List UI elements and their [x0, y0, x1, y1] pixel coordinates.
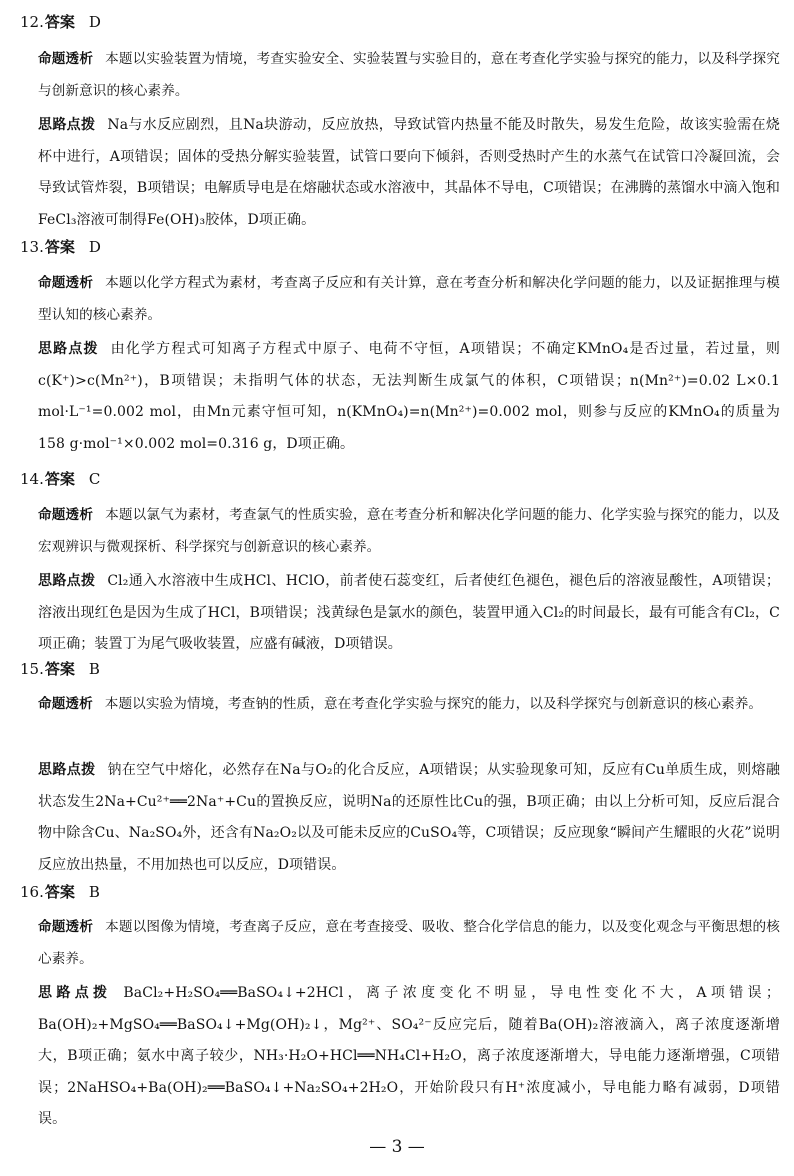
- hint-text: 钠在空气中熔化，必然存在Na与O₂的化合反应，A项错误；从实验现象可知，反应有Cu单质生成，则熔融状态发生2Na+Cu²⁺══2Na⁺+Cu的置换反应，说明Na的还原性比Cu的强，B项正确；由以上分析可知，反应后混合物中除含Cu、Na₂SO₄外，还含有Na₂O₂以及可能未反应的CuSO₄等，C项错误；反应现象“瞬间产生耀眼的火花”说明反应放出热量，不用加热也可以反应，D项错误。: [38, 762, 780, 873]
- intro-label: 命题透析: [38, 919, 94, 935]
- intro-paragraph: [38, 912, 780, 975]
- hint-label: 思路点拨: [38, 985, 112, 1001]
- hint-paragraph: [38, 334, 780, 460]
- hint-text: 由化学方程式可知离子方程式中原子、电荷不守恒，A项错误；不确定KMnO₄是否过量，若过量，则c(K⁺)>c(Mn²⁺)，B项错误；未指明气体的状态，无法判断生成氯气的体积，C项错误；n(Mn²⁺)=0.02 L×0.1 mol·L⁻¹=0.002 mol，由Mn元素守恒可知，n(KMnO₄)=n(Mn²⁺)=0.002 mol，则参与反应的KMnO₄的质量为158 g·mol⁻¹×0.002 mol=0.316 g，D项正确。: [38, 341, 780, 452]
- answer-value: C: [88, 470, 101, 488]
- hint-paragraph: [38, 978, 780, 1136]
- hint-paragraph: [38, 110, 780, 236]
- answer-label: 答案: [44, 238, 75, 256]
- intro-text: 本题以氯气为素材，考查氯气的性质实验，意在考查分析和解决化学问题的能力、化学实验与探究的能力，以及宏观辨识与微观探析、科学探究与创新意识的核心素养。: [38, 507, 780, 555]
- answer-label: 答案: [44, 13, 75, 31]
- question-number: 12.: [20, 13, 44, 31]
- answer-line: [20, 470, 100, 488]
- intro-paragraph: [38, 689, 780, 721]
- intro-text: 本题以实验为情境，考查钠的性质，意在考查化学实验与探究的能力，以及科学探究与创新意识的核心素养。: [104, 696, 763, 712]
- hint-label: 思路点拨: [38, 117, 96, 133]
- answer-label: 答案: [44, 470, 75, 488]
- answer-value: D: [88, 13, 101, 31]
- page-number: — 3 —: [369, 1137, 425, 1157]
- answer-line: [20, 883, 100, 901]
- hint-paragraph: [38, 755, 780, 881]
- intro-text: 本题以实验装置为情境，考查实验安全、实验装置与实验目的，意在考查化学实验与探究的能力，以及科学探究与创新意识的核心素养。: [38, 51, 780, 99]
- answer-value: B: [88, 660, 100, 678]
- answer-value: B: [88, 883, 100, 901]
- intro-label: 命题透析: [38, 507, 94, 523]
- intro-label: 命题透析: [38, 51, 94, 67]
- intro-paragraph: [38, 44, 780, 107]
- hint-label: 思路点拨: [38, 341, 99, 357]
- hint-label: 思路点拨: [38, 762, 96, 778]
- answer-line: [20, 13, 101, 31]
- hint-paragraph: [38, 566, 780, 661]
- hint-label: 思路点拨: [38, 573, 96, 589]
- hint-text: Na与水反应剧烈，且Na块游动，反应放热，导致试管内热量不能及时散失，易发生危险，故该实验需在烧杯中进行，A项错误；固体的受热分解实验装置，试管口要向下倾斜，否则受热时产生的水蒸气在试管口冷凝回流，会导致试管炸裂，B项错误；电解质导电是在熔融状态或水溶液中，其晶体不导电，C项错误；在沸腾的蒸馏水中滴入饱和FeCl₃溶液可制得Fe(OH)₃胶体，D项正确。: [38, 117, 780, 228]
- answer-line: [20, 238, 101, 256]
- intro-label: 命题透析: [38, 275, 94, 291]
- answer-value: D: [88, 238, 101, 256]
- intro-paragraph: [38, 268, 780, 331]
- intro-text: 本题以化学方程式为素材，考查离子反应和有关计算，意在考查分析和解决化学问题的能力，以及证据推理与模型认知的核心素养。: [38, 275, 780, 323]
- question-number: 14.: [20, 470, 44, 488]
- question-number: 15.: [20, 660, 44, 678]
- question-number: 16.: [20, 883, 44, 901]
- answer-label: 答案: [44, 883, 75, 901]
- question-number: 13.: [20, 238, 44, 256]
- hint-text: BaCl₂+H₂SO₄══BaSO₄↓+2HCl，离子浓度变化不明显，导电性变化不大，A项错误；Ba(OH)₂+MgSO₄══BaSO₄↓+Mg(OH)₂↓，Mg²⁺、SO₄²⁻反应完后，随着Ba(OH)₂溶液滴入，离子浓度逐渐增大，B项正确；氨水中离子较少，NH₃·H₂O+HCl══NH₄Cl+H₂O，离子浓度逐渐增大，导电能力逐渐增强，C项错误；2NaHSO₄+Ba(OH)₂══BaSO₄↓+Na₂SO₄+2H₂O，开始阶段只有H⁺浓度减小，导电能力略有减弱，D项错误。: [38, 985, 780, 1128]
- intro-paragraph: [38, 500, 780, 563]
- answer-label: 答案: [44, 660, 75, 678]
- hint-text: Cl₂通入水溶液中生成HCl、HClO，前者使石蕊变红，后者使红色褪色，褪色后的溶液显酸性，A项错误；溶液出现红色是因为生成了HCl，B项错误；浅黄绿色是氯水的颜色，装置甲通入Cl₂的时间最长，最有可能含有Cl₂，C项正确；装置丁为尾气吸收装置，应盛有碱液，D项错误。: [38, 573, 780, 653]
- answer-line: [20, 660, 100, 678]
- intro-label: 命题透析: [38, 696, 93, 712]
- intro-text: 本题以图像为情境，考查离子反应，意在考查接受、吸收、整合化学信息的能力，以及变化观念与平衡思想的核心素养。: [38, 919, 780, 967]
